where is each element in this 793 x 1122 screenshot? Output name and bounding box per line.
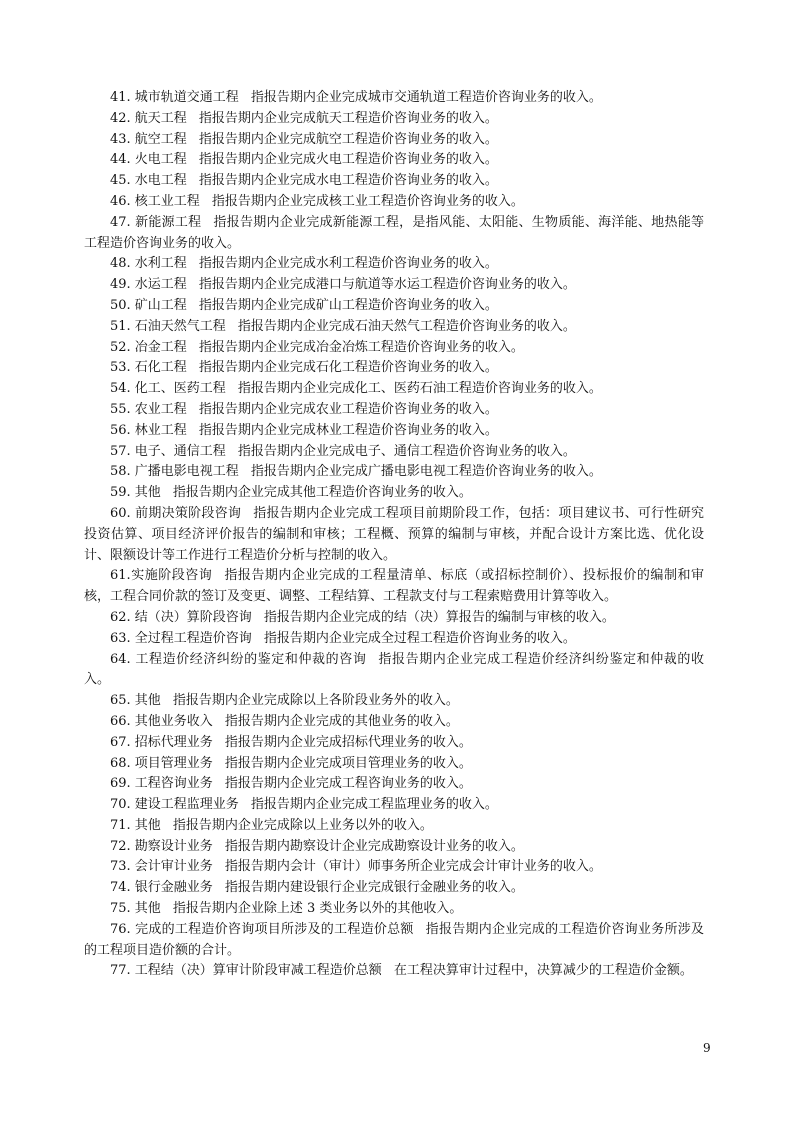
- entry-term: 76. 完成的工程造价咨询项目所涉及的工程造价总额: [110, 921, 414, 937]
- entry-term: 44. 火电工程: [110, 152, 187, 168]
- entry-desc: 指报告期内企业完成水电工程造价咨询业务的收入。: [198, 173, 498, 189]
- entry-term: 61.实施阶段咨询: [110, 568, 213, 584]
- entry-desc: 指报告期内企业完成火电工程造价咨询业务的收入。: [198, 152, 498, 168]
- entry-term: 63. 全过程工程造价咨询: [110, 630, 252, 646]
- entry-term: 58. 广播电影电视工程: [110, 464, 239, 480]
- entry-42: [84, 109, 704, 130]
- entry-term: 72. 勘察设计业务: [110, 838, 213, 854]
- entry-term: 50. 矿山工程: [110, 297, 187, 313]
- entry-desc: 指报告期内会计（审计）师事务所企业完成会计审计业务的收入。: [224, 859, 602, 875]
- entry-term: 62. 结（决）算阶段咨询: [110, 609, 252, 625]
- entry-term: 53. 石化工程: [110, 360, 187, 376]
- entry-44: [84, 150, 704, 171]
- entry-53: [84, 358, 704, 379]
- entry-term: 55. 农业工程: [110, 401, 187, 417]
- entry-desc: 指报告期内企业完成工程咨询业务的收入。: [224, 776, 472, 792]
- entry-70: [84, 795, 704, 816]
- entry-term: 68. 项目管理业务: [110, 755, 213, 771]
- entry-term: 64. 工程造价经济纠纷的鉴定和仲裁的咨询: [110, 651, 367, 667]
- entry-desc: 指报告期内企业完成港口与航道等水运工程造价咨询业务的收入。: [198, 277, 576, 293]
- entry-51: [84, 317, 704, 338]
- entry-63: [84, 629, 704, 650]
- entry-desc: 指报告期内企业完成除以上业务以外的收入。: [172, 817, 433, 833]
- entry-term: 70. 建设工程监理业务: [110, 797, 239, 813]
- entry-desc: 指报告期内企业除上述 3 类业务以外的其他收入。: [172, 901, 463, 917]
- document-body: [84, 88, 704, 982]
- entry-term: 74. 银行金融业务: [110, 880, 213, 896]
- entry-59: [84, 483, 704, 504]
- entry-term: 46. 核工业工程: [110, 193, 200, 209]
- entry-term: 75. 其他: [110, 901, 161, 917]
- entry-desc: 指报告期内企业完成冶金冶炼工程造价咨询业务的收入。: [198, 339, 524, 355]
- entry-desc: 指报告期内企业完成农业工程造价咨询业务的收入。: [198, 401, 498, 417]
- entry-term: 41. 城市轨道交通工程: [110, 90, 239, 105]
- entry-term: 71. 其他: [110, 817, 161, 833]
- entry-desc: 指报告期内企业完成核工业工程造价咨询业务的收入。: [211, 193, 524, 209]
- entry-desc: 指报告期内企业完成工程造价经济纠纷鉴定和仲裁的收入。: [84, 651, 704, 688]
- entry-desc: 指报告期内企业完成的结（决）算报告的编制与审核的收入。: [263, 609, 615, 625]
- entry-desc: 指报告期内企业完成项目管理业务的收入。: [224, 755, 472, 771]
- entry-term: 45. 水电工程: [110, 173, 187, 189]
- entry-desc: 指报告期内企业完成招标代理业务的收入。: [224, 734, 472, 750]
- entry-term: 59. 其他: [110, 485, 161, 501]
- entry-term: 56. 林业工程: [110, 422, 187, 438]
- entry-desc: 指报告期内建设银行企业完成银行金融业务的收入。: [224, 880, 524, 896]
- entry-term: 47. 新能源工程: [110, 214, 202, 230]
- entry-desc: 指报告期内企业完成全过程工程造价咨询业务的收入。: [263, 630, 576, 646]
- entry-desc: 在工程决算审计过程中，决算减少的工程造价金额。: [393, 963, 693, 979]
- entry-term: 42. 航天工程: [110, 110, 187, 126]
- entry-term: 66. 其他业务收入: [110, 713, 213, 729]
- entry-desc: 指报告期内企业完成林业工程造价咨询业务的收入。: [198, 422, 498, 438]
- entry-term: 48. 水利工程: [110, 256, 187, 272]
- entry-73: [84, 857, 704, 878]
- entry-desc: 指报告期内企业完成的工程造价咨询业务所涉及的工程项目造价额的合计。: [84, 921, 704, 958]
- entry-65: [84, 691, 704, 712]
- entry-47: [84, 213, 704, 255]
- entry-48: [84, 254, 704, 275]
- entry-56: [84, 421, 704, 442]
- entry-term: 73. 会计审计业务: [110, 859, 213, 875]
- entry-desc: 指报告期内勘察设计企业完成勘察设计业务的收入。: [224, 838, 524, 854]
- entry-desc: 指报告期内企业完成除以上各阶段业务外的收入。: [172, 693, 459, 709]
- entry-term: 57. 电子、通信工程: [110, 443, 226, 459]
- entry-desc: 指报告期内企业完成城市交通轨道工程造价咨询业务的收入。: [250, 90, 602, 105]
- entry-66: [84, 712, 704, 733]
- entry-term: 65. 其他: [110, 693, 161, 709]
- entry-49: [84, 275, 704, 296]
- entry-term: 49. 水运工程: [110, 277, 187, 293]
- entry-58: [84, 462, 704, 483]
- entry-43: [84, 130, 704, 151]
- entry-72: [84, 837, 704, 858]
- entry-desc: 指报告期内企业完成航空工程造价咨询业务的收入。: [198, 131, 498, 147]
- entry-desc: 指报告期内企业完成的工程量清单、标底（或招标控制价）、投标报价的编制和审核，工程合同价款的签订及变更、调整、工程结算、工程款支付与工程索赔费用计算等收入。: [84, 568, 704, 605]
- entry-61: [84, 566, 704, 608]
- entry-75: [84, 899, 704, 920]
- entry-desc: 指报告期内企业完成其他工程造价咨询业务的收入。: [172, 485, 472, 501]
- entry-77: [84, 961, 704, 982]
- entry-desc: 指报告期内企业完成矿山工程造价咨询业务的收入。: [198, 297, 498, 313]
- entry-71: [84, 816, 704, 837]
- entry-term: 60. 前期决策阶段咨询: [110, 505, 242, 521]
- entry-74: [84, 878, 704, 899]
- entry-desc: 指报告期内企业完成水利工程造价咨询业务的收入。: [198, 256, 498, 272]
- entry-57: [84, 442, 704, 463]
- entry-term: 69. 工程咨询业务: [110, 776, 213, 792]
- entry-desc: 指报告期内企业完成化工、医药石油工程造价咨询业务的收入。: [237, 381, 602, 397]
- entry-term: 43. 航空工程: [110, 131, 187, 147]
- entry-55: [84, 400, 704, 421]
- entry-desc: 指报告期内企业完成广播电影电视工程造价咨询业务的收入。: [250, 464, 602, 480]
- entry-term: 54. 化工、医药工程: [110, 381, 226, 397]
- entry-68: [84, 754, 704, 775]
- entry-desc: 指报告期内企业完成工程监理业务的收入。: [250, 797, 498, 813]
- entry-desc: 指报告期内企业完成电子、通信工程造价咨询业务的收入。: [237, 443, 576, 459]
- entry-term: 51. 石油天然气工程: [110, 318, 226, 334]
- entry-46: [84, 192, 704, 213]
- entry-desc: 指报告期内企业完成工程项目前期阶段工作，包括：项目建议书、可行性研究投资估算、项目经济评价报告的编制和审核；工程概、预算的编制与审核，并配合设计方案比选、优化设计、限额设计等工作进行工程造价分析与控制的收入。: [84, 505, 704, 563]
- entry-64: [84, 650, 704, 692]
- entry-76: [84, 920, 704, 962]
- entry-term: 67. 招标代理业务: [110, 734, 213, 750]
- entry-desc: 指报告期内企业完成新能源工程，是指风能、太阳能、生物质能、海洋能、地热能等工程造价咨询业务的收入。: [84, 214, 704, 251]
- entry-60: [84, 504, 704, 566]
- entry-41: [84, 88, 704, 109]
- page-number: 9: [703, 1041, 711, 1055]
- entry-69: [84, 774, 704, 795]
- entry-desc: 指报告期内企业完成石油天然气工程造价咨询业务的收入。: [237, 318, 576, 334]
- entry-desc: 指报告期内企业完成石化工程造价咨询业务的收入。: [198, 360, 498, 376]
- entry-term: 77. 工程结（决）算审计阶段审减工程造价总额: [110, 963, 382, 979]
- entry-54: [84, 379, 704, 400]
- entry-62: [84, 608, 704, 629]
- entry-desc: 指报告期内企业完成的其他业务的收入。: [224, 713, 459, 729]
- entry-50: [84, 296, 704, 317]
- entry-term: 52. 冶金工程: [110, 339, 187, 355]
- entry-desc: 指报告期内企业完成航天工程造价咨询业务的收入。: [198, 110, 498, 126]
- entry-67: [84, 733, 704, 754]
- entry-45: [84, 171, 704, 192]
- entry-52: [84, 338, 704, 359]
